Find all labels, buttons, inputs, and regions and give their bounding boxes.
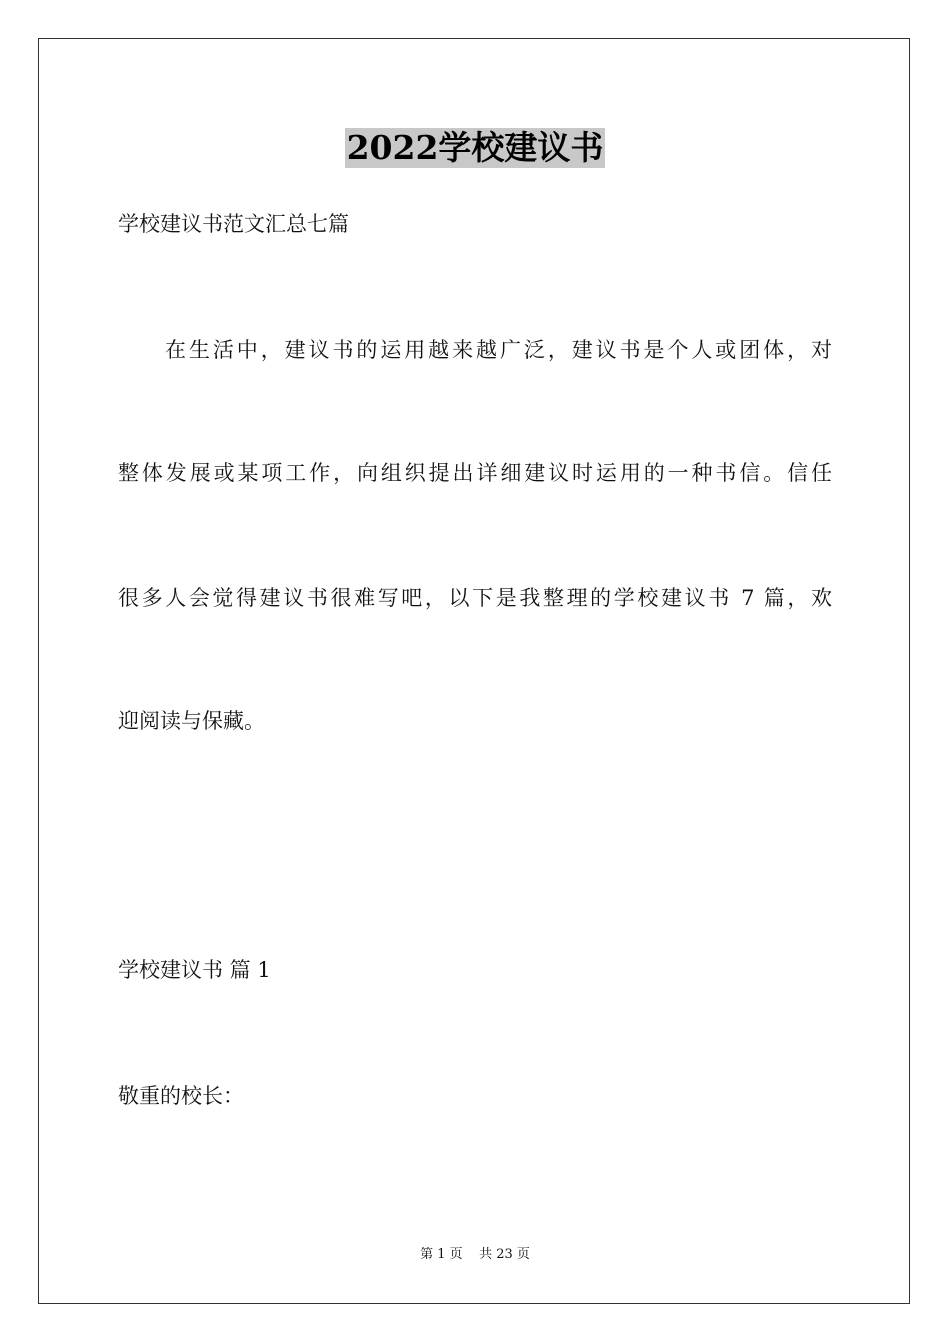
- document-subtitle: 学校建议书范文汇总七篇: [118, 212, 349, 236]
- title-container: [0, 128, 950, 168]
- section-heading: 学校建议书 篇 1: [118, 958, 271, 982]
- intro-line-4: 迎阅读与保藏。: [118, 709, 265, 733]
- intro-line-1: 在生活中，建议书的运用越来越广泛，建议书是个人或团体，对: [165, 338, 832, 362]
- intro-line-2: 整体发展或某项工作，向组织提出详细建议时运用的一种书信。信任: [118, 461, 832, 485]
- intro-line-3: 很多人会觉得建议书很难写吧，以下是我整理的学校建议书 7 篇，欢: [118, 586, 832, 610]
- document-title: 2022学校建议书: [346, 128, 604, 167]
- page-number-label: 第 1 页 共 23 页: [420, 1247, 530, 1262]
- page-footer: [0, 1246, 950, 1264]
- salutation: 敬重的校长：: [118, 1084, 244, 1108]
